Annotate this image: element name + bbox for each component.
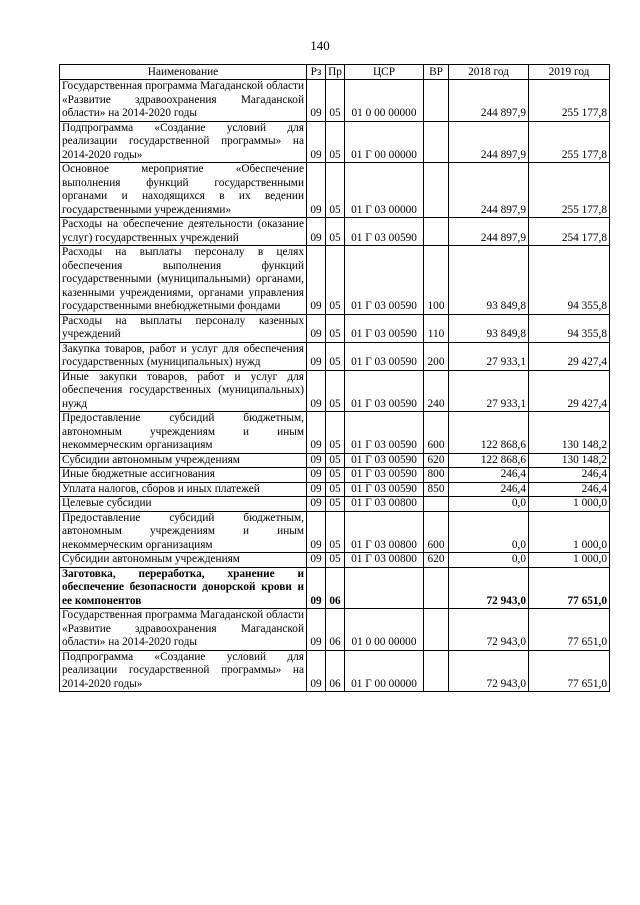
cell-rz: 09 xyxy=(307,218,326,246)
table-row xyxy=(60,567,610,609)
cell-2019: 1 000,0 xyxy=(529,511,610,553)
cell-rz: 09 xyxy=(307,246,326,315)
cell-csr: 01 Г 03 00590 xyxy=(345,218,424,246)
cell-csr: 01 Г 03 00800 xyxy=(345,511,424,553)
cell-pr: 05 xyxy=(326,163,345,218)
cell-vr: 110 xyxy=(424,314,449,342)
cell-vr: 620 xyxy=(424,553,449,568)
cell-vr: 200 xyxy=(424,342,449,370)
table-row xyxy=(60,163,610,218)
cell-vr xyxy=(424,163,449,218)
cell-2018: 0,0 xyxy=(449,511,529,553)
cell-2018: 244 897,9 xyxy=(449,80,529,122)
cell-rz: 09 xyxy=(307,370,326,412)
cell-csr: 01 Г 03 00590 xyxy=(345,468,424,483)
cell-csr: 01 Г 03 00590 xyxy=(345,246,424,315)
cell-2019: 254 177,8 xyxy=(529,218,610,246)
cell-vr xyxy=(424,121,449,163)
header-vr: ВР xyxy=(424,65,449,80)
cell-2019: 246,4 xyxy=(529,468,610,483)
cell-2018: 72 943,0 xyxy=(449,650,529,692)
cell-name: Заготовка, переработка, хранение и обеспечение безопасности донорской крови и ее компонентов xyxy=(60,567,307,609)
cell-pr: 06 xyxy=(326,567,345,609)
table-row xyxy=(60,650,610,692)
cell-csr: 01 Г 03 00590 xyxy=(345,453,424,468)
cell-2018: 27 933,1 xyxy=(449,370,529,412)
cell-2018: 93 849,8 xyxy=(449,246,529,315)
cell-pr: 05 xyxy=(326,468,345,483)
cell-csr: 01 0 00 00000 xyxy=(345,80,424,122)
cell-vr xyxy=(424,80,449,122)
table-row xyxy=(60,468,610,483)
table-header-row xyxy=(60,65,610,80)
cell-name: Уплата налогов, сборов и иных платежей xyxy=(60,482,307,497)
cell-csr: 01 Г 03 00590 xyxy=(345,370,424,412)
cell-csr: 01 Г 00 00000 xyxy=(345,121,424,163)
cell-name: Расходы на обеспечение деятельности (оказание услуг) государственных учреждений xyxy=(60,218,307,246)
cell-name: Субсидии автономным учреждениям xyxy=(60,553,307,568)
cell-name: Расходы на выплаты персоналу в целях обеспечения выполнения функций государственными (муниципальными) органами, казенными учреждениями, органами управления государственными внебюджетными фондами xyxy=(60,246,307,315)
cell-2019: 29 427,4 xyxy=(529,370,610,412)
table-row xyxy=(60,412,610,454)
table-row xyxy=(60,553,610,568)
table-row xyxy=(60,370,610,412)
cell-csr: 01 Г 00 00000 xyxy=(345,650,424,692)
cell-vr: 100 xyxy=(424,246,449,315)
table-row xyxy=(60,121,610,163)
header-name: Наименование xyxy=(60,65,307,80)
header-pr: Пр xyxy=(326,65,345,80)
cell-csr: 01 Г 03 00590 xyxy=(345,342,424,370)
cell-2018: 244 897,9 xyxy=(449,218,529,246)
cell-rz: 09 xyxy=(307,121,326,163)
cell-2018: 27 933,1 xyxy=(449,342,529,370)
cell-name: Иные закупки товаров, работ и услуг для обеспечения государственных (муниципальных) нужд xyxy=(60,370,307,412)
cell-2018: 244 897,9 xyxy=(449,121,529,163)
cell-name: Субсидии автономным учреждениям xyxy=(60,453,307,468)
table-row xyxy=(60,218,610,246)
cell-2019: 77 651,0 xyxy=(529,567,610,609)
table-row xyxy=(60,314,610,342)
cell-name: Государственная программа Магаданской области «Развитие здравоохранения Магаданской области» на 2014-2020 годы xyxy=(60,609,307,651)
page-number: 140 xyxy=(310,38,330,53)
table-row xyxy=(60,482,610,497)
cell-rz: 09 xyxy=(307,314,326,342)
header-csr: ЦСР xyxy=(345,65,424,80)
cell-pr: 05 xyxy=(326,342,345,370)
cell-rz: 09 xyxy=(307,412,326,454)
cell-csr: 01 Г 03 00800 xyxy=(345,553,424,568)
cell-csr: 01 Г 03 00000 xyxy=(345,163,424,218)
cell-vr: 600 xyxy=(424,511,449,553)
cell-csr: 01 Г 03 00590 xyxy=(345,314,424,342)
cell-2019: 94 355,8 xyxy=(529,246,610,315)
cell-rz: 09 xyxy=(307,511,326,553)
table-row xyxy=(60,453,610,468)
cell-pr: 06 xyxy=(326,609,345,651)
cell-name: Закупка товаров, работ и услуг для обеспечения государственных (муниципальных) нужд xyxy=(60,342,307,370)
cell-pr: 05 xyxy=(326,412,345,454)
cell-csr: 01 Г 03 00800 xyxy=(345,497,424,512)
cell-name: Подпрограмма «Создание условий для реализации государственной программы» на 2014-2020 годы» xyxy=(60,650,307,692)
cell-2018: 246,4 xyxy=(449,468,529,483)
cell-rz: 09 xyxy=(307,482,326,497)
cell-2019: 1 000,0 xyxy=(529,497,610,512)
cell-2018: 93 849,8 xyxy=(449,314,529,342)
cell-rz: 09 xyxy=(307,163,326,218)
cell-rz: 09 xyxy=(307,342,326,370)
cell-2018: 122 868,6 xyxy=(449,453,529,468)
cell-rz: 09 xyxy=(307,553,326,568)
table-row xyxy=(60,511,610,553)
cell-pr: 05 xyxy=(326,246,345,315)
cell-2018: 72 943,0 xyxy=(449,609,529,651)
cell-vr: 850 xyxy=(424,482,449,497)
budget-table xyxy=(59,64,610,692)
cell-name: Подпрограмма «Создание условий для реализации государственной программы» на 2014-2020 годы» xyxy=(60,121,307,163)
cell-2018: 72 943,0 xyxy=(449,567,529,609)
cell-name: Целевые субсидии xyxy=(60,497,307,512)
cell-rz: 09 xyxy=(307,453,326,468)
cell-2018: 0,0 xyxy=(449,497,529,512)
table-row xyxy=(60,342,610,370)
cell-2018: 246,4 xyxy=(449,482,529,497)
cell-pr: 06 xyxy=(326,650,345,692)
header-2018: 2018 год xyxy=(449,65,529,80)
cell-2019: 255 177,8 xyxy=(529,121,610,163)
cell-name: Государственная программа Магаданской области «Развитие здравоохранения Магаданской области» на 2014-2020 годы xyxy=(60,80,307,122)
cell-name: Предоставление субсидий бюджетным, автономным учреждениям и иным некоммерческим организациям xyxy=(60,511,307,553)
cell-2018: 122 868,6 xyxy=(449,412,529,454)
cell-vr: 800 xyxy=(424,468,449,483)
table-row xyxy=(60,497,610,512)
cell-name: Основное мероприятие «Обеспечение выполнения функций государственными органами и находящихся в их ведении государственными учреждениями» xyxy=(60,163,307,218)
cell-2019: 1 000,0 xyxy=(529,553,610,568)
cell-csr: 01 0 00 00000 xyxy=(345,609,424,651)
cell-pr: 05 xyxy=(326,553,345,568)
cell-pr: 05 xyxy=(326,511,345,553)
header-2019: 2019 год xyxy=(529,65,610,80)
cell-2019: 255 177,8 xyxy=(529,80,610,122)
cell-2019: 94 355,8 xyxy=(529,314,610,342)
cell-2018: 0,0 xyxy=(449,553,529,568)
cell-name: Иные бюджетные ассигнования xyxy=(60,468,307,483)
cell-vr xyxy=(424,567,449,609)
cell-2019: 77 651,0 xyxy=(529,650,610,692)
cell-2019: 29 427,4 xyxy=(529,342,610,370)
cell-2018: 244 897,9 xyxy=(449,163,529,218)
cell-pr: 05 xyxy=(326,314,345,342)
cell-pr: 05 xyxy=(326,80,345,122)
cell-rz: 09 xyxy=(307,80,326,122)
cell-csr: 01 Г 03 00590 xyxy=(345,412,424,454)
cell-pr: 05 xyxy=(326,497,345,512)
cell-name: Расходы на выплаты персоналу казенных учреждений xyxy=(60,314,307,342)
header-rz: Рз xyxy=(307,65,326,80)
cell-2019: 77 651,0 xyxy=(529,609,610,651)
cell-vr: 240 xyxy=(424,370,449,412)
cell-vr xyxy=(424,218,449,246)
cell-2019: 130 148,2 xyxy=(529,453,610,468)
cell-pr: 05 xyxy=(326,121,345,163)
cell-pr: 05 xyxy=(326,218,345,246)
table-row xyxy=(60,246,610,315)
cell-rz: 09 xyxy=(307,497,326,512)
cell-2019: 246,4 xyxy=(529,482,610,497)
cell-vr xyxy=(424,650,449,692)
table-row xyxy=(60,609,610,651)
cell-pr: 05 xyxy=(326,453,345,468)
cell-vr: 600 xyxy=(424,412,449,454)
cell-vr xyxy=(424,497,449,512)
cell-rz: 09 xyxy=(307,468,326,483)
cell-rz: 09 xyxy=(307,609,326,651)
cell-csr: 01 Г 03 00590 xyxy=(345,482,424,497)
cell-2019: 255 177,8 xyxy=(529,163,610,218)
cell-2019: 130 148,2 xyxy=(529,412,610,454)
cell-name: Предоставление субсидий бюджетным, автономным учреждениям и иным некоммерческим организациям xyxy=(60,412,307,454)
cell-vr: 620 xyxy=(424,453,449,468)
table-row xyxy=(60,80,610,122)
cell-csr xyxy=(345,567,424,609)
cell-rz: 09 xyxy=(307,650,326,692)
cell-pr: 05 xyxy=(326,482,345,497)
cell-rz: 09 xyxy=(307,567,326,609)
cell-pr: 05 xyxy=(326,370,345,412)
cell-vr xyxy=(424,609,449,651)
